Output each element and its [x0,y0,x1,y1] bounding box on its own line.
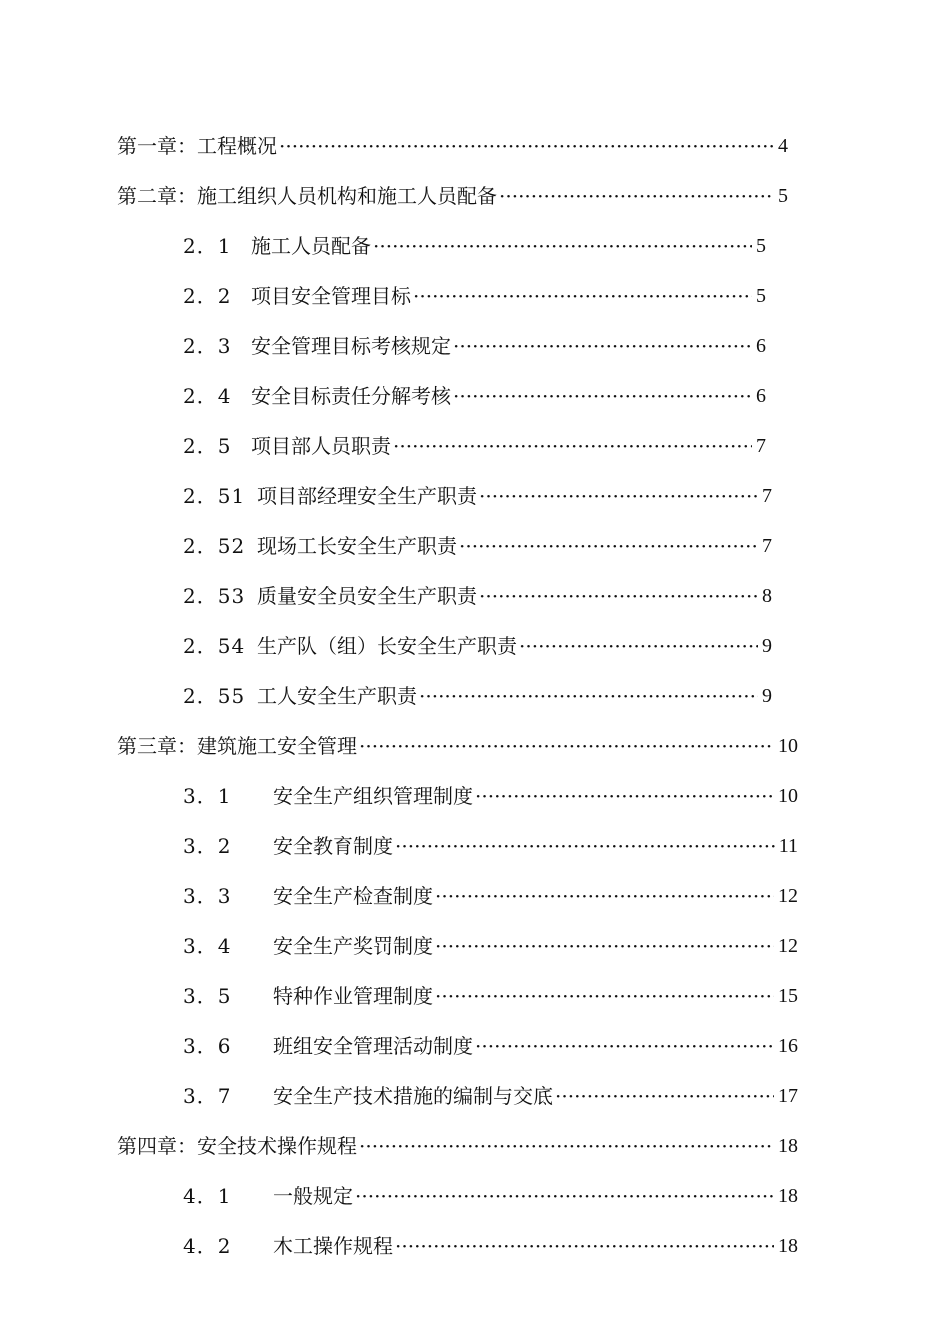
dot-leader [413,281,752,311]
toc-entry-number: 3．5 [183,984,232,1008]
toc-entry[interactable] [183,481,772,511]
dot-leader [393,431,752,461]
dot-leader [475,1031,774,1061]
toc-entry-title: 第三章：建筑施工安全管理 [117,734,357,758]
toc-entry[interactable] [183,431,766,461]
toc-entry-title: 安全目标责任分解考核 [251,384,451,408]
toc-entry-title: 第四章：安全技术操作规程 [117,1134,357,1158]
toc-entry[interactable] [183,881,798,911]
dot-leader [435,881,774,911]
toc-entry-number: 2．4 [183,384,232,408]
dot-leader [435,981,774,1011]
toc-entry-page: 11 [778,835,798,857]
toc-entry[interactable] [183,281,766,311]
toc-entry[interactable] [183,1231,798,1261]
dot-leader [453,331,752,361]
toc-entry-number: 4．2 [183,1234,232,1258]
toc-entry-number: 2．5 [183,434,232,458]
toc-entry-title: 生产队（组）长安全生产职责 [257,634,517,658]
toc-entry-number: 4．1 [183,1184,232,1208]
dot-leader [479,481,758,511]
toc-entry-number: 2．55 [183,684,246,708]
toc-entry-title: 第一章：工程概况 [117,134,277,158]
toc-entry-page: 7 [762,535,772,557]
toc-entry[interactable] [183,781,798,811]
toc-entry-page: 10 [778,785,798,807]
dot-leader [359,731,774,761]
toc-entry[interactable] [183,981,798,1011]
toc-entry-page: 15 [778,985,798,1007]
toc-entry[interactable] [183,231,766,261]
toc-entry[interactable] [183,631,772,661]
toc-entry-title: 工人安全生产职责 [257,684,417,708]
dot-leader [459,531,758,561]
toc-entry-page: 6 [756,335,766,357]
toc-entry-page: 16 [778,1035,798,1057]
toc-entry[interactable] [117,181,788,211]
toc-entry-title: 木工操作规程 [273,1234,393,1258]
toc-entry[interactable] [183,1181,798,1211]
toc-entry-title: 项目部经理安全生产职责 [257,484,477,508]
toc-entry-page: 10 [778,735,798,757]
toc-entry-title: 一般规定 [273,1184,353,1208]
toc-entry-title: 项目安全管理目标 [251,284,411,308]
toc-entry[interactable] [183,831,798,861]
toc-entry[interactable] [117,131,788,161]
dot-leader [519,631,758,661]
toc-entry[interactable] [183,1081,798,1111]
toc-entry[interactable] [183,581,772,611]
dot-leader [475,781,774,811]
toc-entry[interactable] [183,531,772,561]
toc-entry-page: 5 [756,285,766,307]
toc-entry-page: 12 [778,885,798,907]
dot-leader [499,181,774,211]
toc-entry-number: 3．2 [183,834,232,858]
toc-entry-title: 安全管理目标考核规定 [251,334,451,358]
toc-entry[interactable] [183,681,772,711]
toc-entry-page: 18 [778,1185,798,1207]
toc-entry-page: 9 [762,685,772,707]
dot-leader [395,831,775,861]
dot-leader [435,931,774,961]
toc-entry-number: 3．6 [183,1034,232,1058]
dot-leader [355,1181,774,1211]
toc-entry-title: 安全生产组织管理制度 [273,784,473,808]
toc-entry-number: 2．53 [183,584,246,608]
toc-entry-number: 3．4 [183,934,232,958]
dot-leader [395,1231,774,1261]
toc-entry-title: 班组安全管理活动制度 [273,1034,473,1058]
toc-entry-title: 质量安全员安全生产职责 [257,584,477,608]
toc-entry-title: 第二章：施工组织人员机构和施工人员配备 [117,184,497,208]
toc-entry-title: 现场工长安全生产职责 [257,534,457,558]
toc-entry[interactable] [183,1031,798,1061]
toc-entry-title: 施工人员配备 [251,234,371,258]
toc-entry-page: 5 [756,235,766,257]
toc-entry-page: 7 [762,485,772,507]
toc-entry-title: 安全教育制度 [273,834,393,858]
toc-entry[interactable] [183,331,766,361]
dot-leader [279,131,774,161]
toc-entry-page: 12 [778,935,798,957]
toc-entry[interactable] [183,931,798,961]
toc-entry-title: 安全生产技术措施的编制与交底 [273,1084,553,1108]
dot-leader [419,681,758,711]
dot-leader [555,1081,774,1111]
toc-entry-number: 2．3 [183,334,232,358]
toc-entry[interactable] [117,1131,798,1161]
toc-entry-title: 安全生产检查制度 [273,884,433,908]
dot-leader [373,231,752,261]
toc-entry-number: 2．1 [183,234,232,258]
toc-entry-page: 18 [778,1235,798,1257]
toc-entry-number: 2．54 [183,634,246,658]
toc-entry-number: 3．7 [183,1084,232,1108]
dot-leader [453,381,752,411]
toc-entry-page: 9 [762,635,772,657]
toc-entry-page: 4 [778,135,788,157]
toc-entry-number: 3．1 [183,784,232,808]
toc-entry-page: 17 [778,1085,798,1107]
toc-entry-number: 2．51 [183,484,246,508]
toc-entry-page: 18 [778,1135,798,1157]
dot-leader [359,1131,774,1161]
toc-entry-title: 项目部人员职责 [251,434,391,458]
dot-leader [479,581,758,611]
toc-entry-page: 6 [756,385,766,407]
toc-entry[interactable] [117,731,798,761]
toc-entry-page: 8 [762,585,772,607]
toc-entry-page: 7 [756,435,766,457]
toc-entry-number: 2．52 [183,534,246,558]
toc-entry[interactable] [183,381,766,411]
toc-entry-number: 3．3 [183,884,232,908]
toc-entry-title: 特种作业管理制度 [273,984,433,1008]
toc-entry-page: 5 [778,185,788,207]
toc-entry-title: 安全生产奖罚制度 [273,934,433,958]
toc-entry-number: 2．2 [183,284,232,308]
